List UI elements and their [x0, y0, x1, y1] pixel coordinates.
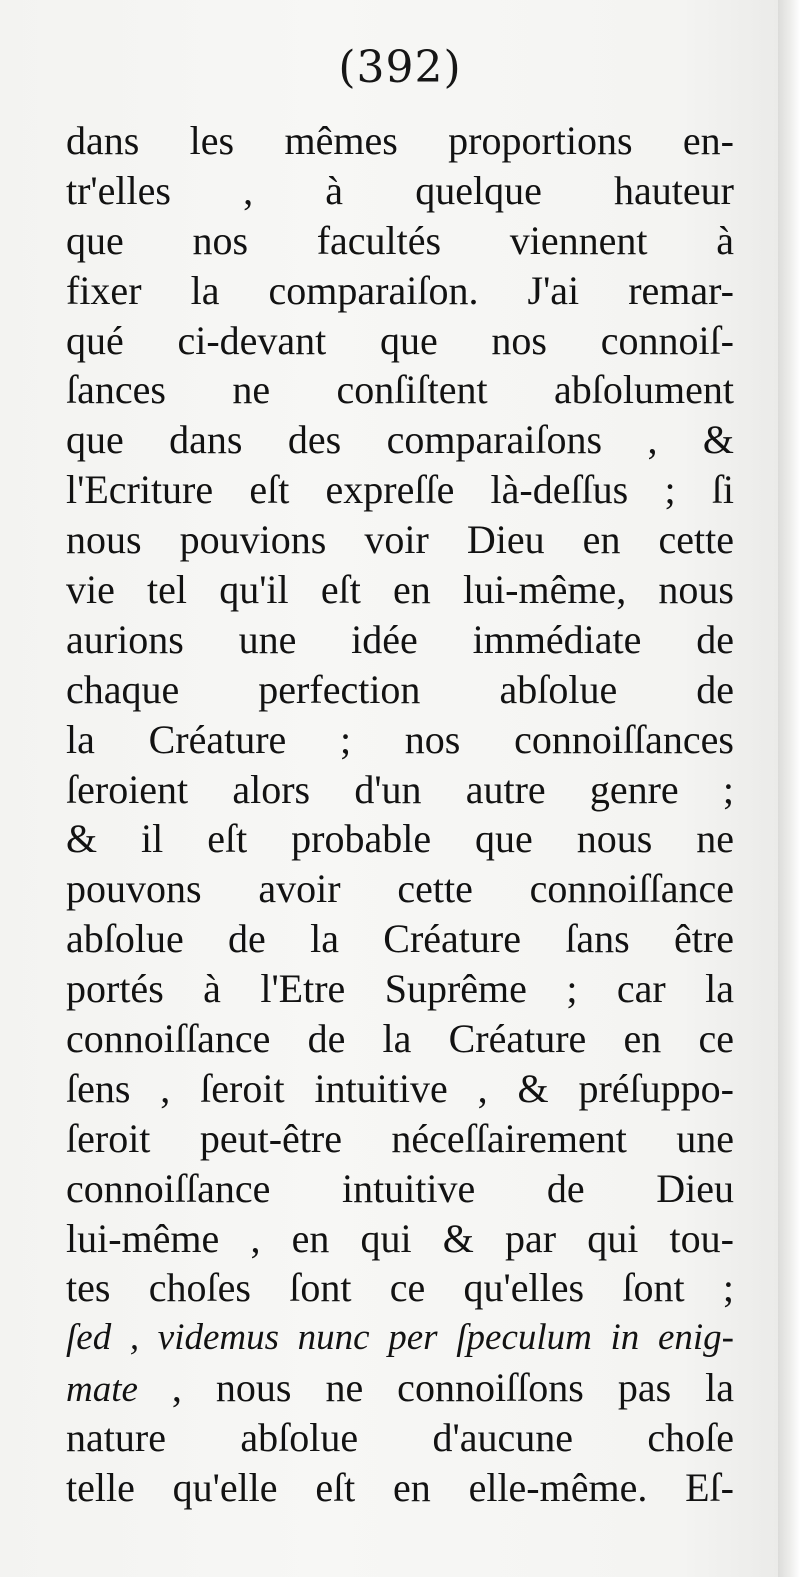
page-edge-shadow: [778, 0, 800, 1577]
text-line: connoiſſance de la Créature en ce: [66, 1016, 734, 1062]
body-text: [66, 116, 734, 1513]
text-line: tr'elles , à quelque hauteur: [66, 167, 734, 213]
text-line: ſances ne conſiſtent abſolument: [66, 367, 734, 413]
text-line: connoiſſance intuitive de Dieu: [66, 1165, 734, 1211]
text-line-rest: , nous ne connoiſſons pas la: [137, 1365, 734, 1411]
text-line: pouvons avoir cette connoiſſance: [66, 866, 734, 912]
text-line: tes choſes ſont ce qu'elles ſont ;: [66, 1265, 734, 1311]
text-line: vie tel qu'il eſt en lui-même, nous: [66, 567, 734, 613]
text-line: la Créature ; nos connoiſſances: [66, 716, 734, 762]
text-line: l'Ecriture eſt expreſſe là-deſſus ; ſi: [66, 467, 734, 513]
text-line: abſolue de la Créature ſans être: [66, 916, 734, 962]
latin-quote-line: ſed , videmus nunc per ſpeculum in enig-: [66, 1317, 734, 1359]
text-line: que nos facultés viennent à: [66, 217, 734, 263]
text-line: & il eſt probable que nous ne: [66, 816, 734, 862]
page-number: (392): [338, 42, 462, 93]
latin-quote-end: mate: [66, 1369, 138, 1411]
text-line: chaque perfection abſolue de: [66, 666, 734, 712]
text-line: ſeroit peut-être néceſſairement une: [66, 1115, 734, 1161]
text-line: fixer la comparaiſon. J'ai remar-: [66, 267, 734, 313]
text-line: que dans des comparaiſons , &: [66, 417, 734, 463]
text-line: lui-même , en qui & par qui tou-: [66, 1215, 734, 1261]
text-line: qué ci-devant que nos connoiſ-: [66, 317, 734, 363]
text-line: nous pouvions voir Dieu en cette: [66, 517, 734, 563]
text-line-mixed: [66, 1363, 734, 1413]
text-line: portés à l'Etre Suprême ; car la: [66, 966, 734, 1012]
text-line: ſens , ſeroit intuitive , & préſuppo-: [66, 1065, 734, 1111]
text-line-final: telle qu'elle eſt en elle-même. Eſ-: [66, 1465, 734, 1511]
text-line: aurions une idée immédiate de: [66, 616, 734, 662]
text-line: nature abſolue d'aucune choſe: [66, 1415, 734, 1461]
text-line: dans les mêmes proportions en-: [66, 118, 734, 163]
text-line: ſeroient alors d'un autre genre ;: [66, 766, 734, 812]
